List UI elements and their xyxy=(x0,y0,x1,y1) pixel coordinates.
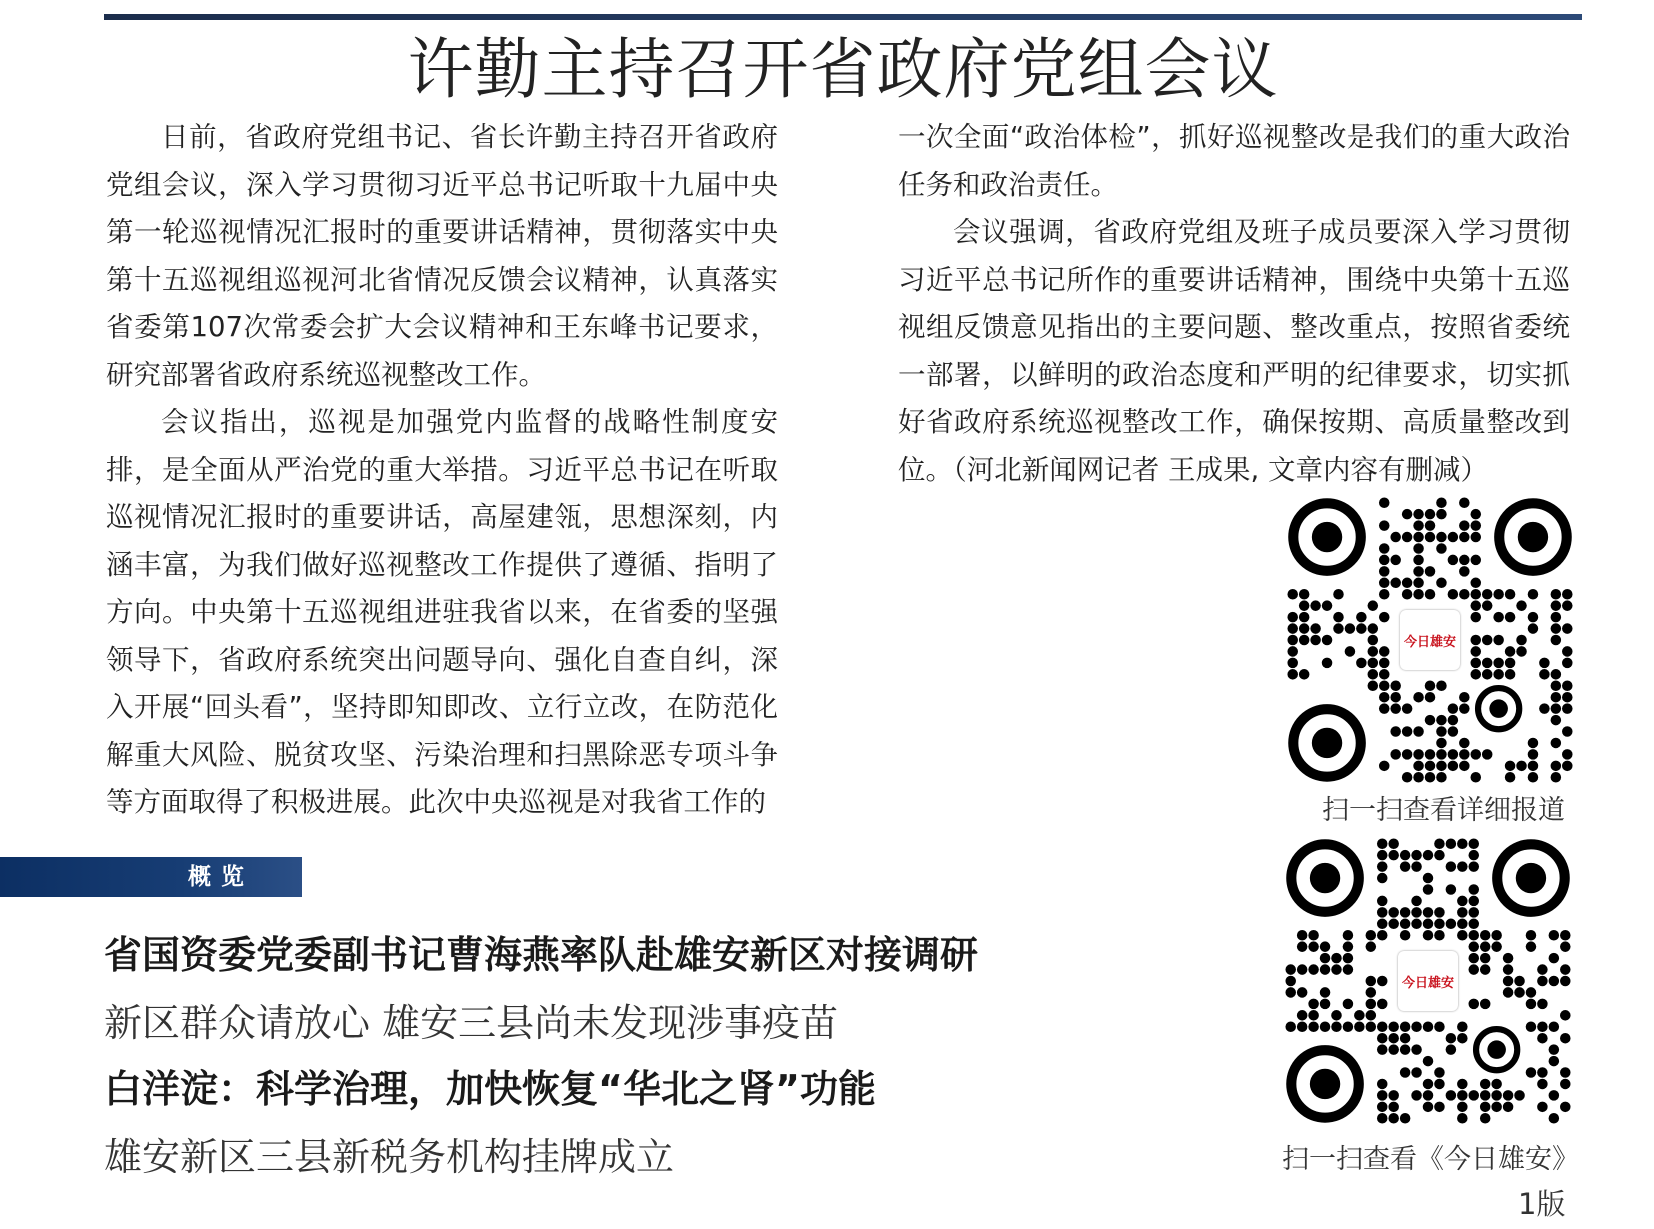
overview-header: 概览 xyxy=(0,857,302,897)
page-number: 1版 xyxy=(1518,1187,1566,1221)
top-rule xyxy=(104,14,1582,20)
qr-code-newspaper[interactable] xyxy=(1285,838,1571,1124)
overview-news-link[interactable]: 雄安新区三县新税务机构挂牌成立 xyxy=(104,1135,675,1179)
article-paragraph-2: 会议指出，巡视是加强党内监督的战略性制度安排，是全面从严治党的重大举措。习近平总书记在听取巡视情况汇报时的重要讲话，高屋建瓴，思想深刻，内涵丰富，为我们做好巡视整改工作提供了遵循、指明了方向。中央第十五巡视组进驻我省以来，在省委的坚强领导下，省政府系统突出问题导向、强化自查自纠，深入开展“回头看”，坚持即知即改、立行立改，在防范化解重大风险、脱贫攻坚、污染治理和扫黑除恶专项斗争等方面取得了积极进展。此次中央巡视是对我省工作的 xyxy=(106,406,778,818)
overview-news-link[interactable]: 省国资委党委副书记曹海燕率队赴雄安新区对接调研 xyxy=(104,933,979,977)
qr-logo: 今日雄安 xyxy=(1398,951,1458,1011)
qr-caption: 扫一扫查看《今日雄安》 xyxy=(1282,1144,1579,1175)
overview-news-link[interactable]: 白洋淀：科学治理，加快恢复“华北之肾”功能 xyxy=(104,1067,876,1111)
qr-code-detail-report[interactable] xyxy=(1287,497,1573,783)
article-column-left xyxy=(106,114,778,827)
qr-logo: 今日雄安 xyxy=(1400,610,1460,670)
qr-caption: 扫一扫查看详细报道 xyxy=(1322,795,1565,826)
article-paragraph-2-continuation: 一次全面“政治体检”，抓好巡视整改是我们的重大政治任务和政治责任。 xyxy=(898,121,1570,201)
article-paragraph-1: 日前，省政府党组书记、省长许勤主持召开省政府党组会议，深入学习贯彻习近平总书记听取十九届中央第一轮巡视情况汇报时的重要讲话精神，贯彻落实中央第十五巡视组巡视河北省情况反馈会议精神，认真落实省委第107次常委会扩大会议精神和王东峰书记要求，研究部署省政府系统巡视整改工作。 xyxy=(106,121,778,391)
article-paragraph-3: 会议强调，省政府党组及班子成员要深入学习贯彻习近平总书记所作的重要讲话精神，围绕中央第十五巡视组反馈意见指出的主要问题、整改重点，按照省委统一部署，以鲜明的政治态度和严明的纪律要求，切实抓好省政府系统巡视整改工作，确保按期、高质量整改到位。（河北新闻网记者 王成果, 文章内容有删减） xyxy=(898,216,1570,486)
article-column-right xyxy=(898,114,1570,494)
article-headline: 许勤主持召开省政府党组会议 xyxy=(407,31,1279,108)
overview-news-link[interactable]: 新区群众请放心 雄安三县尚未发现涉事疫苗 xyxy=(104,1001,839,1045)
